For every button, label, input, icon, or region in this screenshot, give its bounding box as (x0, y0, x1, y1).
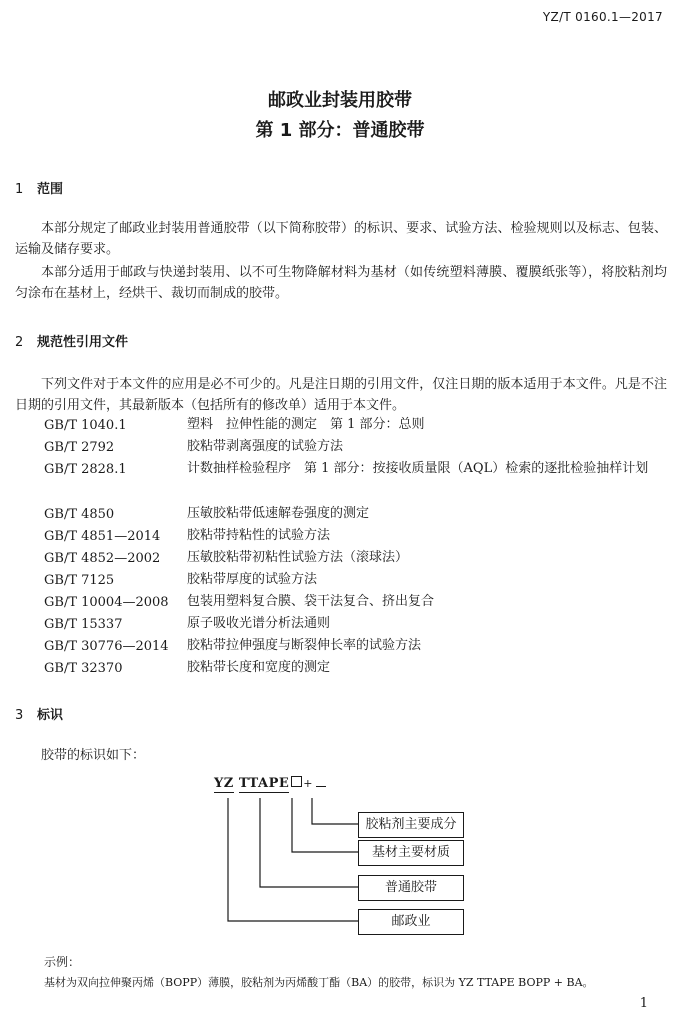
section-3-number: 3 (15, 708, 24, 723)
section-2-heading (15, 331, 128, 350)
code-prefix: YZ (214, 776, 234, 791)
label-adhesive-component: 胶粘剂主要成分 (358, 812, 464, 838)
page-number: 1 (639, 996, 648, 1011)
code-main: TTAPE (238, 776, 290, 791)
scope-paragraph-2: 本部分适用于邮政与快递封装用、以不可生物降解材料为基材（如传统塑料薄膜、覆膜纸张等），将胶粘剂均匀涂布在基材上，经烘干、裁切而制成的胶带。 (15, 265, 667, 301)
ref-code: GB/T 2828.1 (44, 462, 127, 477)
section-3-heading (15, 704, 63, 723)
section-1-heading (15, 178, 63, 197)
ref-code: GB/T 4852—2002 (44, 551, 161, 566)
label-substrate-material: 基材主要材质 (358, 840, 464, 866)
standard-code-header: YZ/T 0160.1—2017 (542, 10, 663, 24)
ref-title: 压敏胶粘带低速解卷强度的测定 (187, 506, 370, 521)
connector-adhesive (312, 798, 358, 824)
ref-code: GB/T 4850 (44, 507, 115, 522)
ref-code: GB/T 4851—2014 (44, 529, 161, 544)
section-2-number: 2 (15, 335, 24, 350)
section-1-number: 1 (15, 182, 24, 197)
ref-code: GB/T 10004—2008 (44, 595, 169, 610)
ref-code: GB/T 32370 (44, 661, 123, 676)
ref-title: 计数抽样检验程序 第 1 部分：按接收质量限（AQL）检索的逐批检验抽样计划 (187, 461, 649, 476)
section-1-title: 范围 (37, 182, 64, 197)
document-subtitle: 第 1 部分：普通胶带 (255, 120, 425, 141)
ref-title: 胶粘带厚度的试验方法 (187, 572, 318, 587)
document-title: 邮政业封装用胶带 (268, 90, 412, 111)
ref-title: 胶粘带剥离强度的试验方法 (187, 439, 344, 454)
example-text: 基材为双向拉伸聚丙烯（BOPP）薄膜，胶粘剂为丙烯酸丁酯（BA）的胶带，标识为 YZ TTAPE BOPP + BA。 (44, 976, 594, 989)
connector-plain-tape (260, 798, 358, 887)
ref-code: GB/T 15337 (44, 617, 123, 632)
label-postal-industry: 邮政业 (358, 909, 464, 935)
ref-code: GB/T 7125 (44, 573, 115, 588)
ref-title: 原子吸收光谱分析法通则 (187, 616, 331, 631)
ref-title: 胶粘带持粘性的试验方法 (187, 528, 331, 543)
normative-refs-paragraph: 下列文件对于本文件的应用是必不可少的。凡是注日期的引用文件，仅注日期的版本适用于本文件。凡是不注日期的引用文件，其最新版本（包括所有的修改单）适用于本文件。 (15, 377, 667, 413)
connector-postal (228, 798, 358, 921)
ref-code: GB/T 2792 (44, 440, 115, 455)
example-label: 示例： (44, 955, 81, 969)
section-2-title: 规范性引用文件 (37, 335, 129, 350)
scope-paragraph-1: 本部分规定了邮政业封装用普通胶带（以下简称胶带）的标识、要求、试验方法、检验规则以及标志、包装、运输及储存要求。 (15, 221, 667, 257)
ref-code: GB/T 1040.1 (44, 418, 127, 433)
label-plain-tape: 普通胶带 (358, 875, 464, 901)
ref-title: 塑料 拉伸性能的测定 第 1 部分：总则 (187, 417, 425, 432)
marking-intro: 胶带的标识如下： (41, 748, 146, 763)
code-plus: + (303, 777, 313, 790)
ref-title: 胶粘带拉伸强度与断裂伸长率的试验方法 (187, 638, 422, 653)
section-3-title: 标识 (37, 708, 64, 723)
connector-material (292, 798, 358, 852)
ref-title: 包装用塑料复合膜、袋干法复合、挤出复合 (187, 594, 435, 609)
ref-title: 胶粘带长度和宽度的测定 (187, 660, 331, 675)
ref-title: 压敏胶粘带初粘性试验方法（滚球法） (187, 550, 409, 565)
marking-diagram (200, 776, 480, 946)
ref-code: GB/T 30776—2014 (44, 639, 169, 654)
